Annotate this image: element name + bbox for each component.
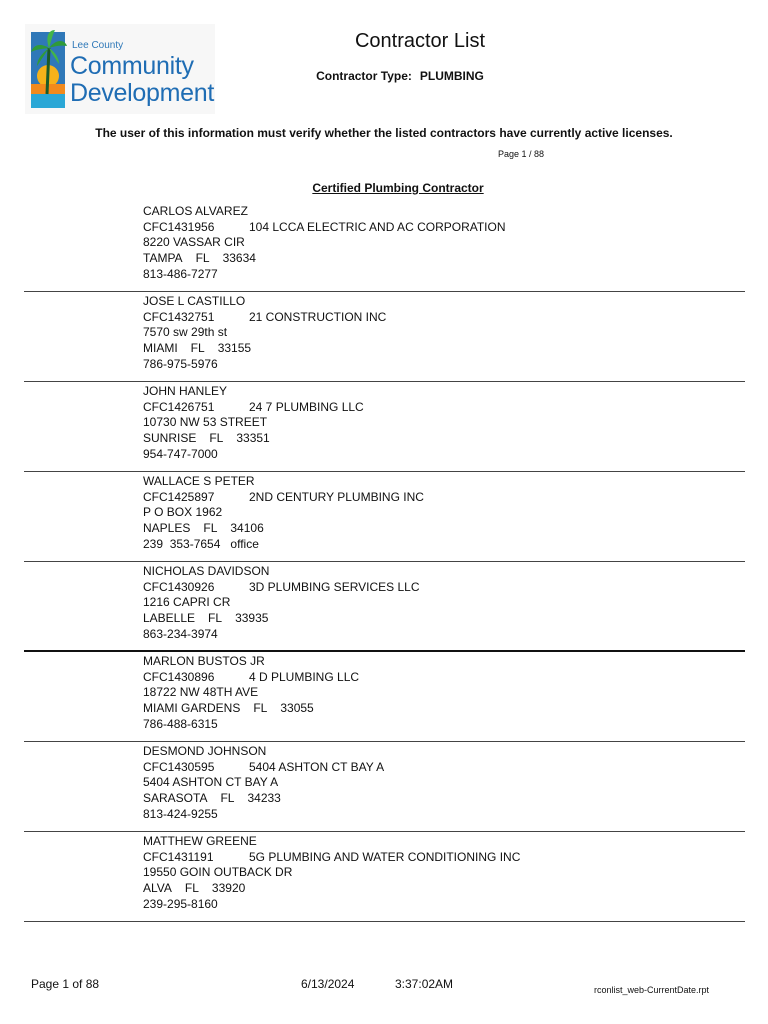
county-logo [25, 24, 215, 114]
zip-code: 34106 [230, 521, 264, 536]
zip-code: 33920 [211, 881, 246, 896]
license-number: CFC1430896 [143, 669, 215, 684]
street-address: 8220 VASSAR CIR [143, 235, 245, 250]
state: FL [208, 611, 223, 626]
contractor-entry [24, 292, 745, 382]
contractor-entry [24, 382, 745, 472]
company-name: 21 CONSTRUCTION INC [249, 309, 387, 324]
license-number: CFC1425897 [143, 489, 215, 504]
zip-code: 33935 [235, 611, 269, 626]
page-title: Contractor List [354, 30, 486, 52]
zip-code: 33351 [236, 431, 270, 446]
city: SARASOTA [143, 791, 208, 806]
company-name: 3D PLUMBING SERVICES LLC [249, 579, 420, 594]
footer-report-name: rconlist_web-CurrentDate.rpt [594, 985, 710, 995]
section-title: Certified Plumbing Contractor [312, 181, 484, 195]
contractor-name: JOSE L CASTILLO [143, 294, 246, 308]
license-notice: The user of this information must verify whether the listed contractors have currently active licenses. [95, 126, 673, 140]
contractor-list [24, 202, 745, 922]
city: TAMPA [143, 251, 183, 266]
street-address: 19550 GOIN OUTBACK DR [143, 865, 293, 880]
logo-community-text: Community [70, 52, 194, 80]
phone-number: 813-486-7277 [143, 266, 218, 281]
street-address: 5404 ASHTON CT BAY A [143, 775, 279, 790]
license-number: CFC1431191 [143, 849, 214, 864]
phone-number: 786-488-6315 [143, 716, 218, 731]
phone-number: 786-975-5976 [143, 356, 218, 371]
street-address: 18722 NW 48TH AVE [143, 685, 259, 700]
city: NAPLES [143, 521, 191, 536]
state: FL [203, 521, 218, 536]
phone-number: 863-234-3974 [143, 626, 218, 641]
zip-code: 34233 [247, 791, 281, 806]
city: SUNRISE [143, 431, 197, 446]
street-address: 10730 NW 53 STREET [143, 415, 268, 430]
zip-code: 33634 [222, 251, 256, 266]
license-number: CFC1430595 [143, 759, 215, 774]
contractor-entry [24, 652, 745, 742]
contractor-entry [24, 832, 745, 922]
contractor-type-label: Contractor Type: [316, 69, 412, 83]
company-name: 5404 ASHTON CT BAY A [249, 759, 385, 774]
contractor-type-line [250, 69, 550, 83]
license-number: CFC1430926 [143, 579, 215, 594]
license-number: CFC1426751 [143, 399, 215, 414]
phone-number: 239-295-8160 [143, 896, 218, 911]
contractor-entry [24, 742, 745, 832]
contractor-name: JOHN HANLEY [143, 384, 228, 398]
phone-number: 813-424-9255 [143, 806, 218, 821]
zip-code: 33155 [217, 341, 252, 356]
contractor-name: MARLON BUSTOS JR [143, 654, 265, 668]
city: LABELLE [143, 611, 196, 626]
footer-time: 3:37:02AM [395, 977, 454, 991]
contractor-name: CARLOS ALVAREZ [143, 204, 248, 218]
company-name: 5G PLUMBING AND WATER CONDITIONING INC [249, 849, 521, 864]
zip-code: 33055 [280, 701, 314, 716]
company-name: 104 LCCA ELECTRIC AND AC CORPORATION [249, 219, 506, 234]
street-address: 1216 CAPRI CR [143, 595, 231, 610]
street-address: P O BOX 1962 [143, 505, 223, 520]
footer-date: 6/13/2024 [301, 977, 355, 991]
state: FL [195, 251, 210, 266]
contractor-type-value: PLUMBING [419, 69, 484, 83]
company-name: 2ND CENTURY PLUMBING INC [249, 489, 424, 504]
state: FL [253, 701, 268, 716]
state: FL [209, 431, 224, 446]
contractor-name: DESMOND JOHNSON [143, 744, 267, 758]
contractor-name: WALLACE S PETER [143, 474, 255, 488]
contractor-name: MATTHEW GREENE [143, 834, 257, 848]
logo-county-text: Lee County [72, 40, 124, 51]
contractor-entry [24, 202, 745, 292]
state: FL [184, 881, 199, 896]
phone-number: 239 353-7654 office [143, 536, 259, 551]
state: FL [220, 791, 235, 806]
state: FL [190, 341, 205, 356]
company-name: 4 D PLUMBING LLC [249, 669, 360, 684]
street-address: 7570 sw 29th st [143, 325, 228, 340]
contractor-entry [24, 472, 745, 562]
city: MIAMI [143, 341, 178, 356]
phone-number: 954-747-7000 [143, 446, 218, 461]
page-indicator: Page 1 / 88 [497, 149, 545, 159]
license-number: CFC1431956 [143, 219, 215, 234]
city: ALVA [143, 881, 172, 896]
contractor-name: NICHOLAS DAVIDSON [143, 564, 270, 578]
license-number: CFC1432751 [143, 309, 215, 324]
city: MIAMI GARDENS [143, 701, 241, 716]
contractor-entry [24, 562, 745, 652]
logo-development-text: Development [70, 79, 215, 107]
footer-page-number: Page 1 of 88 [31, 977, 100, 991]
company-name: 24 7 PLUMBING LLC [249, 399, 364, 414]
